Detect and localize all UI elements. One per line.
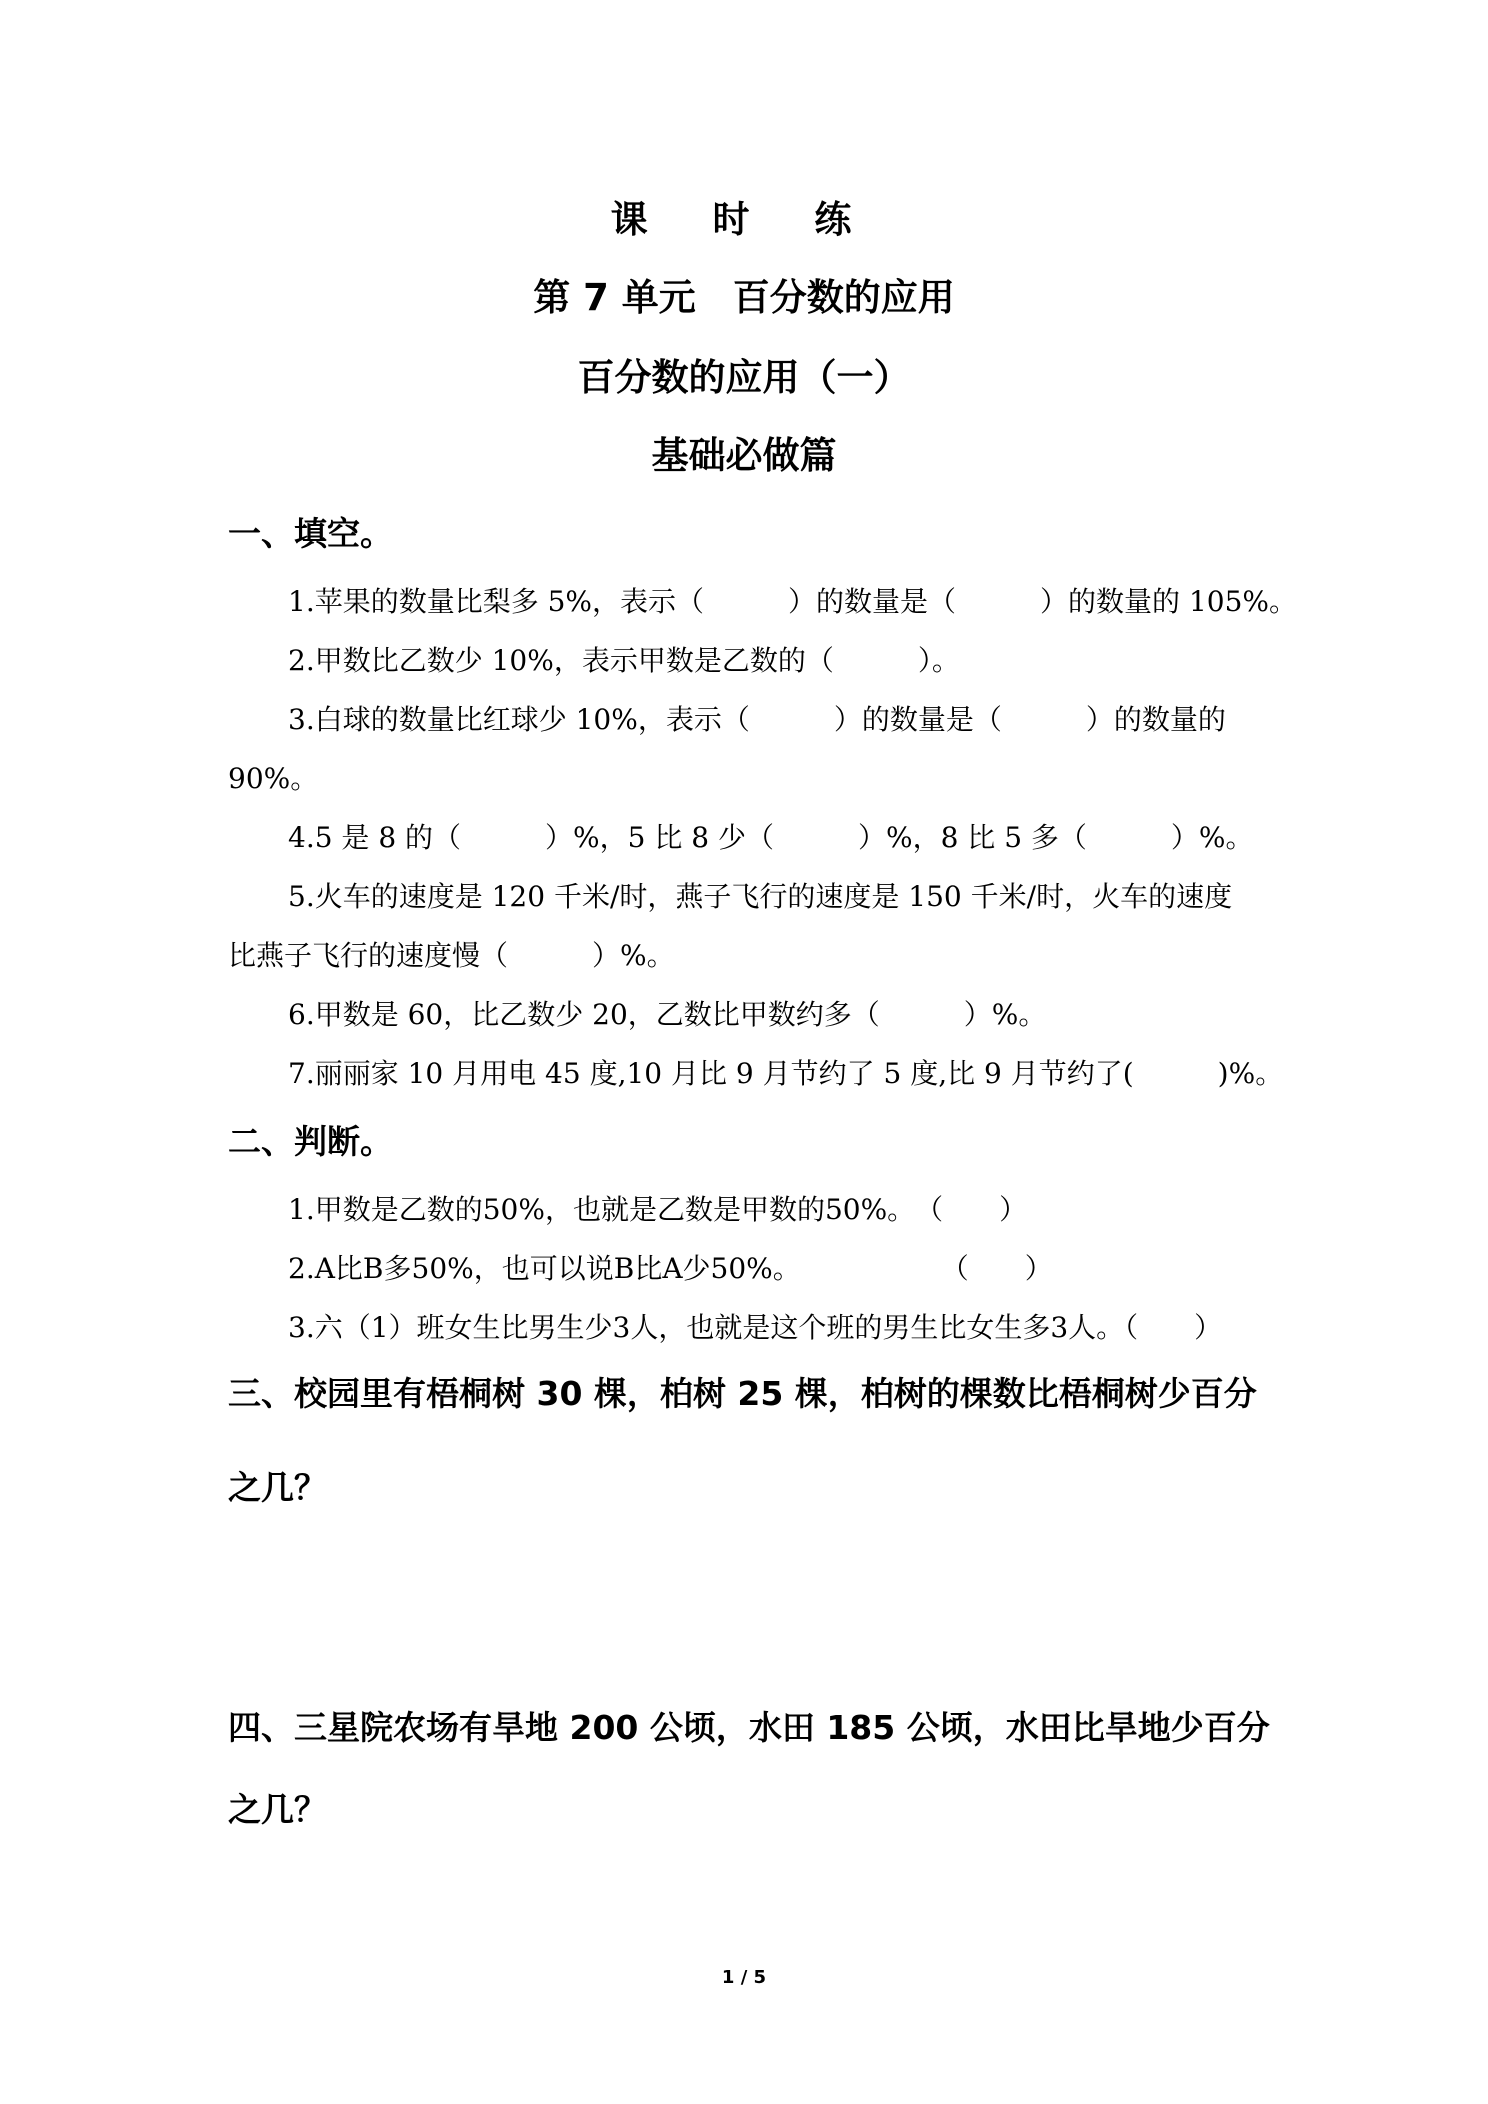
fill-blank-item-3-continued: 90%。: [228, 762, 319, 795]
fill-blank-item-4: 4.5 是 8 的（ ）%，5 比 8 少（ ）%，8 比 5 多（ ）%。: [288, 821, 1254, 854]
fill-blank-item-5: 5.火车的速度是 120 千米/时，燕子飞行的速度是 150 千米/时，火车的速度: [288, 880, 1233, 913]
judge-item-3: 3.六（1）班女生比男生少3人，也就是这个班的男生比女生多3人。（ ）: [288, 1311, 1223, 1344]
fill-blank-item-7: 7.丽丽家 10 月用电 45 度,10 月比 9 月节约了 5 度,比 9 月节约了( )%。: [288, 1057, 1284, 1090]
level-title: 基础必做篇: [651, 434, 837, 477]
fill-blank-item-1: 1.苹果的数量比梨多 5%，表示（ ）的数量是（ ）的数量的 105%。: [288, 585, 1297, 618]
section-judge-heading: 二、判断。: [228, 1122, 393, 1161]
fill-blank-item-3: 3.白球的数量比红球少 10%，表示（ ）的数量是（ ）的数量的: [288, 703, 1226, 736]
unit-title: 第 7 单元 百分数的应用: [533, 276, 955, 319]
judge-item-2: 2.A比B多50%，也可以说B比A少50%。 （ ）: [288, 1252, 1053, 1285]
fill-blank-item-6: 6.甲数是 60，比乙数少 20，乙数比甲数约多（ ）%。: [288, 998, 1047, 1031]
section-fill-blank-heading: 一、填空。: [228, 514, 393, 553]
fill-blank-item-2: 2.甲数比乙数少 10%，表示甲数是乙数的（ ）。: [288, 644, 960, 677]
judge-item-1: 1.甲数是乙数的50%，也就是乙数是甲数的50%。 （ ）: [288, 1193, 1028, 1226]
page-number: 1 / 5: [721, 1967, 767, 1988]
lesson-title: 百分数的应用（一）: [577, 356, 911, 399]
word-problem-3-line-1: 三、校园里有梧桐树 30 棵，柏树 25 棵，柏树的棵数比梧桐树少百分: [228, 1374, 1257, 1413]
worksheet-title: 课 时 练: [610, 198, 878, 241]
word-problem-4-line-1: 四、三星院农场有旱地 200 公顷，水田 185 公顷，水田比旱地少百分: [228, 1708, 1270, 1747]
fill-blank-item-5-continued: 比燕子飞行的速度慢（ ）%。: [228, 939, 675, 972]
word-problem-3-line-2: 之几？: [228, 1468, 327, 1507]
word-problem-4-line-2: 之几？: [228, 1790, 327, 1829]
